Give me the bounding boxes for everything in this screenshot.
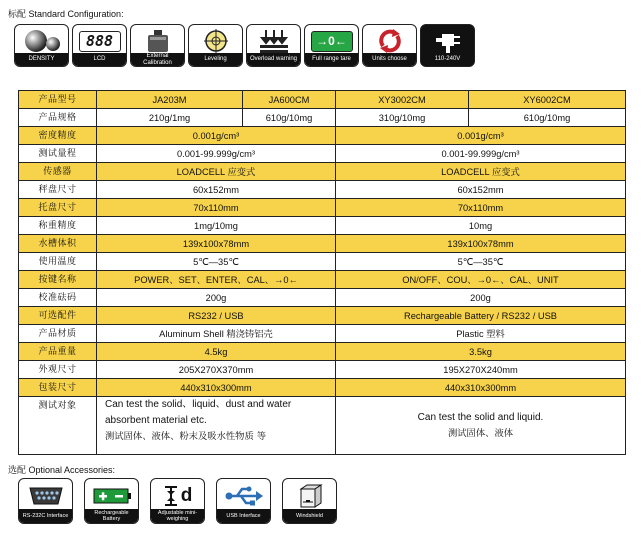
cell: RS232 / USB (97, 307, 336, 325)
row-header: 使用温度 (19, 253, 97, 271)
row-header: 产品重量 (19, 343, 97, 361)
cell: JA600CM (243, 91, 336, 109)
row-header: 测试对象 (19, 397, 97, 455)
cell: 200g (97, 289, 336, 307)
cell: 0.001-99.999g/cm³ (336, 145, 626, 163)
leveling-icon (188, 24, 243, 67)
cell: LOADCELL 应变式 (97, 163, 336, 181)
cell: XY6002CM (469, 91, 626, 109)
table-row (19, 361, 626, 379)
row-header: 秤盘尺寸 (19, 181, 97, 199)
cell: 610g/10mg (243, 109, 336, 127)
cell: 5℃—35℃ (97, 253, 336, 271)
usb-interface-label: USB Interface (217, 509, 270, 523)
cell: Plastic 塑料 (336, 325, 626, 343)
test-object-right (336, 397, 626, 455)
units-choose-label: Units choose (363, 53, 416, 66)
specification-body (19, 91, 626, 397)
table-row (19, 127, 626, 145)
overload-warning-icon (246, 24, 301, 67)
specification-table (18, 90, 626, 455)
cell: 0.001-99.999g/cm³ (97, 145, 336, 163)
cell: 5℃—35℃ (336, 253, 626, 271)
cell: 0.001g/cm³ (97, 127, 336, 145)
optional-icons (18, 478, 337, 524)
table-row (19, 289, 626, 307)
lcd-digits: 888 (79, 31, 121, 52)
row-header: 测试量程 (19, 145, 97, 163)
leveling-label: Leveling (189, 53, 242, 66)
cell: 1mg/10mg (97, 217, 336, 235)
row-header: 产品型号 (19, 91, 97, 109)
usb-interface-icon (216, 478, 271, 524)
units-choose-icon (362, 24, 417, 67)
test-object-right-cn: 测试固体、液体 (447, 427, 514, 439)
cell: 139x100x78mm (97, 235, 336, 253)
mini-weighing-glyph: d (180, 484, 193, 506)
external-calibration-icon (130, 24, 185, 67)
external-calibration-label: External Calibration (131, 53, 184, 66)
table-row (19, 163, 626, 181)
cell: 70x110mm (97, 199, 336, 217)
test-object-right-en: Can test the solid and liquid. (417, 411, 544, 423)
table-row (19, 181, 626, 199)
full-range-tare-icon (304, 24, 359, 67)
cell: 0.001g/cm³ (336, 127, 626, 145)
cell: JA203M (97, 91, 243, 109)
table-row (19, 343, 626, 361)
cell: 200g (336, 289, 626, 307)
density-label: DENSITY (15, 53, 68, 66)
cell: 70x110mm (336, 199, 626, 217)
test-object-body (19, 397, 626, 455)
test-object-left (97, 397, 336, 455)
table-row (19, 91, 626, 109)
cell: 440x310x300mm (336, 379, 626, 397)
table-row (19, 199, 626, 217)
cell: 310g/10mg (336, 109, 469, 127)
rs232-interface-label: RS-232C Interface (19, 509, 72, 523)
cell: XY3002CM (336, 91, 469, 109)
table-row (19, 397, 626, 455)
row-header: 产品材质 (19, 325, 97, 343)
cell: ON/OFF、COU、→0←、CAL、UNIT (336, 271, 626, 289)
row-header: 托盘尺寸 (19, 199, 97, 217)
cell: 610g/10mg (469, 109, 626, 127)
table-row (19, 235, 626, 253)
cell: Rechargeable Battery / RS232 / USB (336, 307, 626, 325)
cell: 195X270X240mm (336, 361, 626, 379)
adjustable-mini-weighing-label: Adjustable mini-weighing (151, 509, 204, 523)
row-header: 水槽体积 (19, 235, 97, 253)
cell: LOADCELL 应变式 (336, 163, 626, 181)
test-object-left-cn: 测试固体、液体、粉末及吸水性物质 等 (105, 431, 267, 442)
row-header: 外观尺寸 (19, 361, 97, 379)
windshield-icon (282, 478, 337, 524)
table-row (19, 379, 626, 397)
full-range-tare-label: Full range tare (305, 53, 358, 66)
row-header: 按键名称 (19, 271, 97, 289)
cell: 210g/1mg (97, 109, 243, 127)
cell: 4.5kg (97, 343, 336, 361)
cell: POWER、SET、ENTER、CAL、→0← (97, 271, 336, 289)
row-header: 密度精度 (19, 127, 97, 145)
power-plug-label: 110-240V (421, 53, 474, 66)
table-row (19, 271, 626, 289)
cell: 139x100x78mm (336, 235, 626, 253)
row-header: 产品规格 (19, 109, 97, 127)
cell: 440x310x300mm (97, 379, 336, 397)
tare-glyph: →0← (311, 31, 353, 52)
table-row (19, 145, 626, 163)
density-icon (14, 24, 69, 67)
table-row (19, 307, 626, 325)
row-header: 传感器 (19, 163, 97, 181)
table-row (19, 325, 626, 343)
cell: Aluminum Shell 精浇铸铝壳 (97, 325, 336, 343)
windshield-label: Windshield (283, 509, 336, 523)
row-header: 可选配件 (19, 307, 97, 325)
lcd-icon (72, 24, 127, 67)
cell: 10mg (336, 217, 626, 235)
table-row (19, 109, 626, 127)
lcd-label: LCD (73, 53, 126, 66)
row-header: 称重精度 (19, 217, 97, 235)
standard-configuration-title: 标配 Standard Configuration: (8, 9, 124, 19)
cell: 3.5kg (336, 343, 626, 361)
cell: 60x152mm (97, 181, 336, 199)
table-row (19, 217, 626, 235)
cell: 205X270X370mm (97, 361, 336, 379)
table-row (19, 253, 626, 271)
row-header: 包装尺寸 (19, 379, 97, 397)
rechargeable-battery-label: Rechargeable Battery (85, 509, 138, 523)
optional-accessories-title: 选配 Optional Accessories: (8, 465, 116, 475)
rechargeable-battery-icon (84, 478, 139, 524)
overload-warning-label: Overload warning (247, 53, 300, 66)
rs232-interface-icon (18, 478, 73, 524)
test-object-left-en: Can test the solid、liquid、dust and water absorbent material etc. (105, 399, 292, 426)
standard-icons (14, 24, 475, 67)
cell: 60x152mm (336, 181, 626, 199)
row-header: 校准砝码 (19, 289, 97, 307)
adjustable-mini-weighing-icon (150, 478, 205, 524)
power-plug-icon (420, 24, 475, 67)
